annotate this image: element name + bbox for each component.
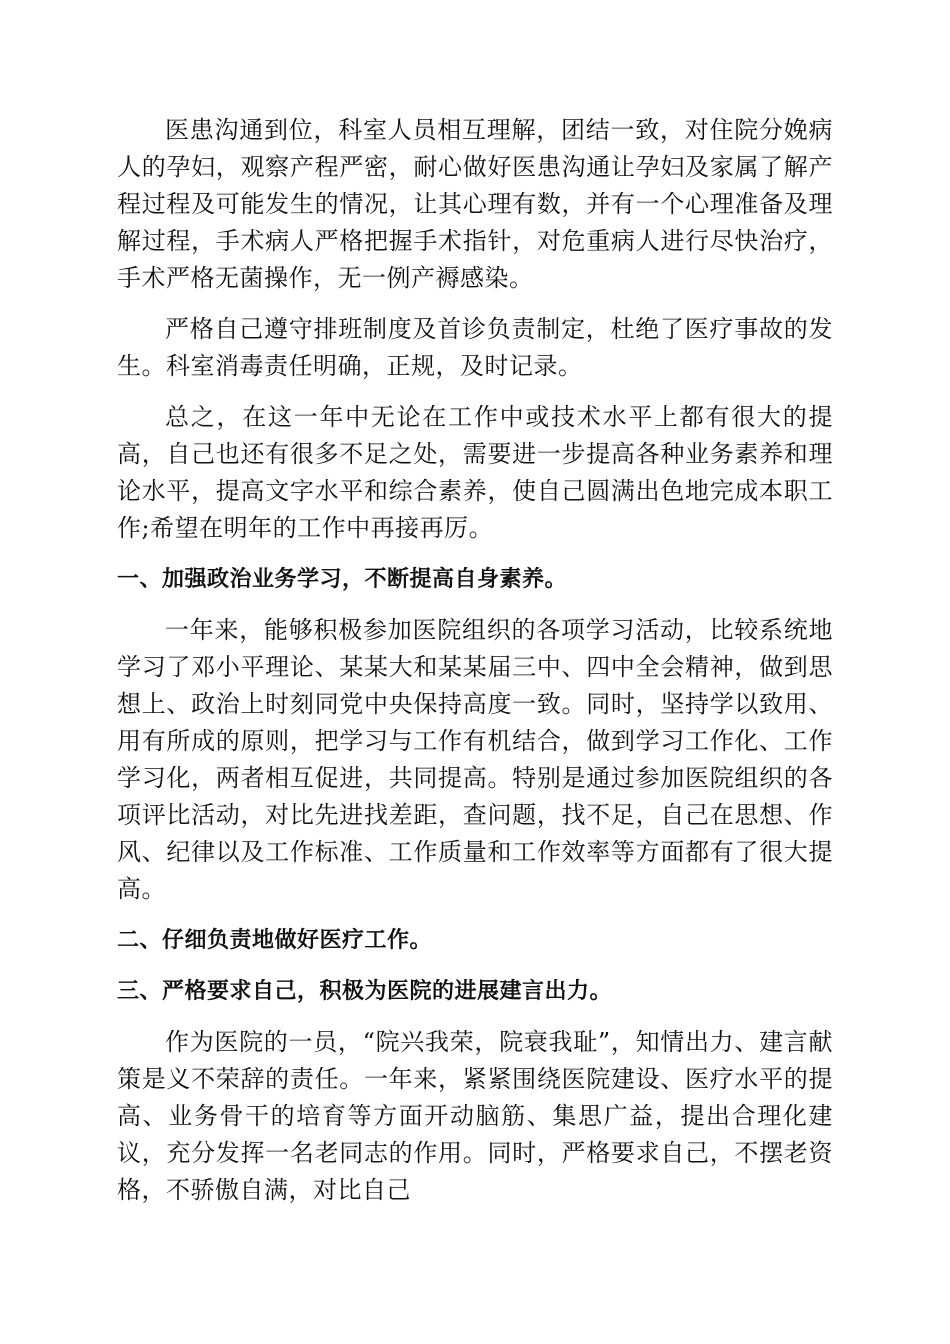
document-body	[117, 112, 833, 1223]
paragraph-duty-system: 严格自己遵守排班制度及首诊负责制定，杜绝了医疗事故的发生。科室消毒责任明确，正规，及时记录。	[117, 315, 833, 380]
paragraph-summary: 总之，在这一年中无论在工作中或技术水平上都有很大的提高，自己也还有很多不足之处，需要进一步提高各种业务素养和理论水平，提高文字水平和综合素养，使自己圆满出色地完成本职工作;希望在明年的工作中再接再厉。	[117, 403, 833, 542]
heading-political-study: 一、加强政治业务学习，不断提高自身素养。	[117, 567, 568, 592]
paragraph-suggestions: 作为医院的一员，“院兴我荣，院衰我耻”，知情出力、建言献策是义不荣辞的责任。一年来，紧紧围绕医院建设、医疗水平的提高、业务骨干的培育等方面开动脑筋、集思广益，提出合理化建议，充分发挥一名老同志的作用。同时，严格要求自己，不摆老资格，不骄傲自满，对比自己	[117, 1028, 833, 1204]
heading-strict-requirements: 三、严格要求自己，积极为医院的进展建言出力。	[117, 979, 613, 1004]
paragraph-study: 一年来，能够积极参加医院组织的各项学习活动，比较系统地学习了邓小平理论、某某大和某某届三中、四中全会精神，做到思想上、政治上时刻同党中央保持高度一致。同时，坚持学以致用、用有所成的原则，把学习与工作有机结合，做到学习工作化、工作学习化，两者相互促进，共同提高。特别是通过参加医院组织的各项评比活动，对比先进找差距，查问题，找不足，自己在思想、作风、纪律以及工作标准、工作质量和工作效率等方面都有了很大提高。	[117, 616, 833, 903]
heading-medical-work: 二、仔细负责地做好医疗工作。	[117, 928, 433, 953]
paragraph-communication: 医患沟通到位，科室人员相互理解，团结一致，对住院分娩病人的孕妇，观察产程严密，耐心做好医患沟通让孕妇及家属了解产程过程及可能发生的情况，让其心理有数，并有一个心理准备及理解过程，手术病人严格把握手术指针，对危重病人进行尽快治疗，手术严格无菌操作，无一例产褥感染。	[117, 116, 833, 292]
